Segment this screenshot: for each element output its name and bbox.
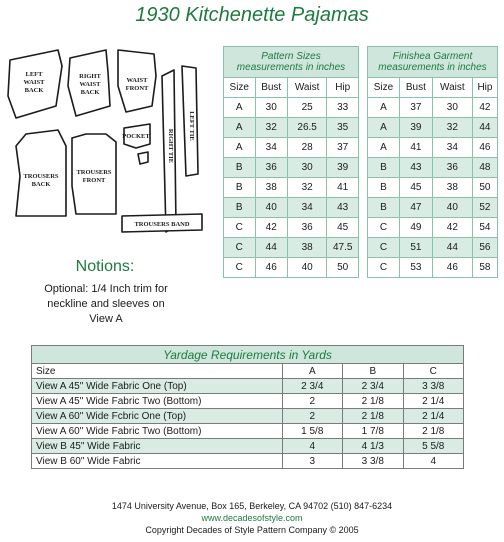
table-row: A 30 25 33 <box>224 98 359 118</box>
table-row: B 45 38 50 <box>368 178 498 198</box>
page-title: 1930 Kitchenette Pajamas <box>135 4 369 26</box>
svg-text:FRONT: FRONT <box>125 85 149 92</box>
pocket-label: POCKET <box>122 133 150 140</box>
svg-text:WAIST: WAIST <box>23 79 45 86</box>
table-row: A 41 34 46 <box>368 138 498 158</box>
table-row: View A 45" Wide Fabric Two (Bottom) 2 2 1/8 2 1/4 <box>32 394 464 409</box>
finished-garment-header: Finishea Garment measurements in inches <box>368 47 498 78</box>
pattern-sizes-table <box>223 46 359 278</box>
table-row: A 37 30 42 <box>368 98 498 118</box>
table-row: C 42 36 45 <box>224 218 359 238</box>
table-row: B 38 32 41 <box>224 178 359 198</box>
table-row: B 36 30 39 <box>224 158 359 178</box>
notions-heading: Notions: <box>75 258 135 275</box>
table-row: C 46 40 50 <box>224 258 359 278</box>
table-row: B 40 34 43 <box>224 198 359 218</box>
table-row: B 47 40 52 <box>368 198 498 218</box>
right-tie-label: RIGHT TIE <box>167 128 174 164</box>
table-row: View A 60" Wide Fcbric One (Top) 2 2 1/8 2 1/4 <box>32 409 464 424</box>
table-row: B 43 36 48 <box>368 158 498 178</box>
trousers-front-label: TROUSERS <box>76 169 112 176</box>
pattern-pieces-illustration <box>6 46 212 246</box>
pocket-small-piece <box>138 152 148 164</box>
svg-text:FRONT: FRONT <box>82 177 106 184</box>
yardage-header: Yardage Requirements in Yards <box>32 346 464 364</box>
table-row: View B 60" Wide Fabric 3 3 3/8 4 <box>32 454 464 469</box>
table-row: C 51 44 56 <box>368 238 498 258</box>
svg-text:WAIST: WAIST <box>79 81 101 88</box>
table-row: C 49 42 54 <box>368 218 498 238</box>
svg-text:BACK: BACK <box>31 181 51 188</box>
yardage-table <box>31 345 464 469</box>
trousers-band-label: TROUSERS BAND <box>134 221 190 228</box>
table-row: A 34 28 37 <box>224 138 359 158</box>
table-row: C 44 38 47.5 <box>224 238 359 258</box>
svg-text:BACK: BACK <box>80 89 100 96</box>
table-row: View B 45" Wide Fabric 4 4 1/3 5 5/8 <box>32 439 464 454</box>
footer <box>0 500 504 536</box>
footer-address: 1474 University Avenue, Box 165, Berkeley, CA 94702 (510) 847-6234 <box>111 501 393 511</box>
table-row: C 53 46 58 <box>368 258 498 278</box>
table-row: A 39 32 44 <box>368 118 498 138</box>
waist-front-label: WAIST <box>126 77 148 84</box>
right-waist-back-label: RIGHT <box>79 73 101 80</box>
table-row: View A 45" Wide Fabric One (Top) 2 3/4 2 3/4 3 3/8 <box>32 379 464 394</box>
pattern-sizes-header: Pattern Sizes measurements in inches <box>224 47 359 78</box>
table-row: View A 60" Wide Fabric Two (Bottom) 1 5/8 1 7/8 2 1/8 <box>32 424 464 439</box>
svg-text:BACK: BACK <box>24 87 44 94</box>
trousers-back-label: TROUSERS <box>23 173 59 180</box>
notions-text: Optional: 1/4 Inch trim for neckline and sleeves on View A <box>44 283 168 325</box>
pattern-sizes-column-headers: Size Bust Waist Hip <box>224 78 359 98</box>
yardage-column-headers: Size A B C <box>32 364 464 379</box>
left-tie-label: LEFT TIE <box>188 111 195 141</box>
left-waist-back-label: LEFT <box>25 71 43 78</box>
footer-website-link[interactable]: www.decadesofstyle.com <box>201 513 303 523</box>
finished-garment-column-headers: Size Bust Waist Hip <box>368 78 498 98</box>
footer-copyright: Copyright Decades of Style Pattern Company © 2005 <box>145 525 359 535</box>
finished-garment-table <box>367 46 498 278</box>
table-row: A 32 26.5 35 <box>224 118 359 138</box>
